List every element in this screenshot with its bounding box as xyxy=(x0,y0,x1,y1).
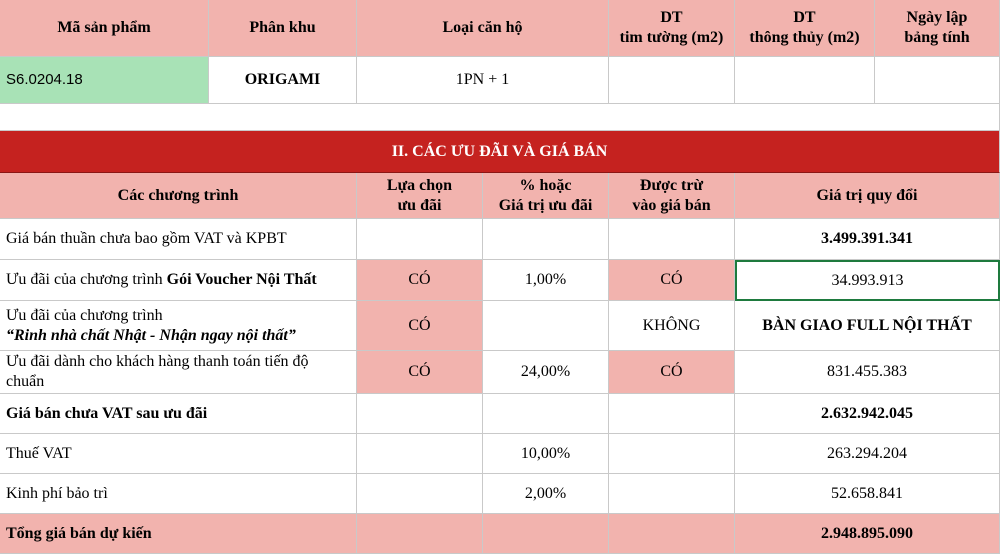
row-price-after-discount-name[interactable]: Giá bán chưa VAT sau ưu đãi xyxy=(0,394,357,434)
row-standard-payment-name[interactable]: Ưu đãi dành cho khách hàng thanh toán tiến độ chuẩn xyxy=(0,351,357,394)
row-japan-promo-choice[interactable]: CÓ xyxy=(357,301,483,351)
row-total-choice[interactable] xyxy=(357,514,483,554)
row-price-after-discount-deduct[interactable] xyxy=(609,394,735,434)
row-total-deduct[interactable] xyxy=(609,514,735,554)
header-area-net: DT thông thủy (m2) xyxy=(735,0,875,57)
header-zone: Phân khu xyxy=(209,0,357,57)
row-maintenance-choice[interactable] xyxy=(357,474,483,514)
header-deduct: Được trừ vào giá bán xyxy=(609,173,735,219)
row-voucher-percent[interactable]: 1,00% xyxy=(483,260,609,301)
product-code-cell[interactable]: S6.0204.18 xyxy=(0,57,209,104)
header-choice: Lựa chọn ưu đãi xyxy=(357,173,483,219)
row-net-price-value[interactable]: 3.499.391.341 xyxy=(735,219,1000,260)
row-standard-payment-percent[interactable]: 24,00% xyxy=(483,351,609,394)
row-total-percent[interactable] xyxy=(483,514,609,554)
row-voucher-choice[interactable]: CÓ xyxy=(357,260,483,301)
row-total-value[interactable]: 2.948.895.090 xyxy=(735,514,1000,554)
row-standard-payment-value[interactable]: 831.455.383 xyxy=(735,351,1000,394)
row-net-price-choice[interactable] xyxy=(357,219,483,260)
row-price-after-discount-choice[interactable] xyxy=(357,394,483,434)
row-vat-deduct[interactable] xyxy=(609,434,735,474)
row-net-price-deduct[interactable] xyxy=(609,219,735,260)
apartment-type-cell[interactable]: 1PN + 1 xyxy=(357,57,609,104)
row-maintenance-value[interactable]: 52.658.841 xyxy=(735,474,1000,514)
row-standard-payment-deduct[interactable]: CÓ xyxy=(609,351,735,394)
row-price-after-discount-value[interactable]: 2.632.942.045 xyxy=(735,394,1000,434)
area-wall-cell[interactable] xyxy=(609,57,735,104)
row-net-price-percent[interactable] xyxy=(483,219,609,260)
date-cell[interactable] xyxy=(875,57,1000,104)
header-apartment-type: Loại căn hộ xyxy=(357,0,609,57)
header-percent: % hoặc Giá trị ưu đãi xyxy=(483,173,609,219)
row-voucher-name[interactable]: Ưu đãi của chương trình Gói Voucher Nội Thất xyxy=(0,260,357,301)
section-title: II. CÁC ƯU ĐÃI VÀ GIÁ BÁN xyxy=(0,131,1000,173)
row-japan-promo-value[interactable]: BÀN GIAO FULL NỘI THẤT xyxy=(735,301,1000,351)
header-program: Các chương trình xyxy=(0,173,357,219)
header-product-code: Mã sản phẩm xyxy=(0,0,209,57)
area-net-cell[interactable] xyxy=(735,57,875,104)
zone-cell[interactable]: ORIGAMI xyxy=(209,57,357,104)
header-converted-value: Giá trị quy đổi xyxy=(735,173,1000,219)
row-vat-value[interactable]: 263.294.204 xyxy=(735,434,1000,474)
row-maintenance-deduct[interactable] xyxy=(609,474,735,514)
row-voucher-deduct[interactable]: CÓ xyxy=(609,260,735,301)
row-japan-promo-name[interactable]: Ưu đãi của chương trình “Rinh nhà chất Nhật - Nhận ngay nội thất” xyxy=(0,301,357,351)
row-japan-promo-deduct[interactable]: KHÔNG xyxy=(609,301,735,351)
row-price-after-discount-percent[interactable] xyxy=(483,394,609,434)
row-net-price-name[interactable]: Giá bán thuần chưa bao gồm VAT và KPBT xyxy=(0,219,357,260)
spacer-row xyxy=(0,104,1000,131)
row-vat-choice[interactable] xyxy=(357,434,483,474)
row-vat-percent[interactable]: 10,00% xyxy=(483,434,609,474)
row-standard-payment-choice[interactable]: CÓ xyxy=(357,351,483,394)
row-maintenance-percent[interactable]: 2,00% xyxy=(483,474,609,514)
row-japan-promo-percent[interactable] xyxy=(483,301,609,351)
row-total-name[interactable]: Tổng giá bán dự kiến xyxy=(0,514,357,554)
header-area-wall: DT tim tường (m2) xyxy=(609,0,735,57)
row-maintenance-name[interactable]: Kinh phí bảo trì xyxy=(0,474,357,514)
header-date: Ngày lập bảng tính xyxy=(875,0,1000,57)
row-voucher-value[interactable]: 34.993.913 xyxy=(735,260,1000,301)
row-vat-name[interactable]: Thuế VAT xyxy=(0,434,357,474)
